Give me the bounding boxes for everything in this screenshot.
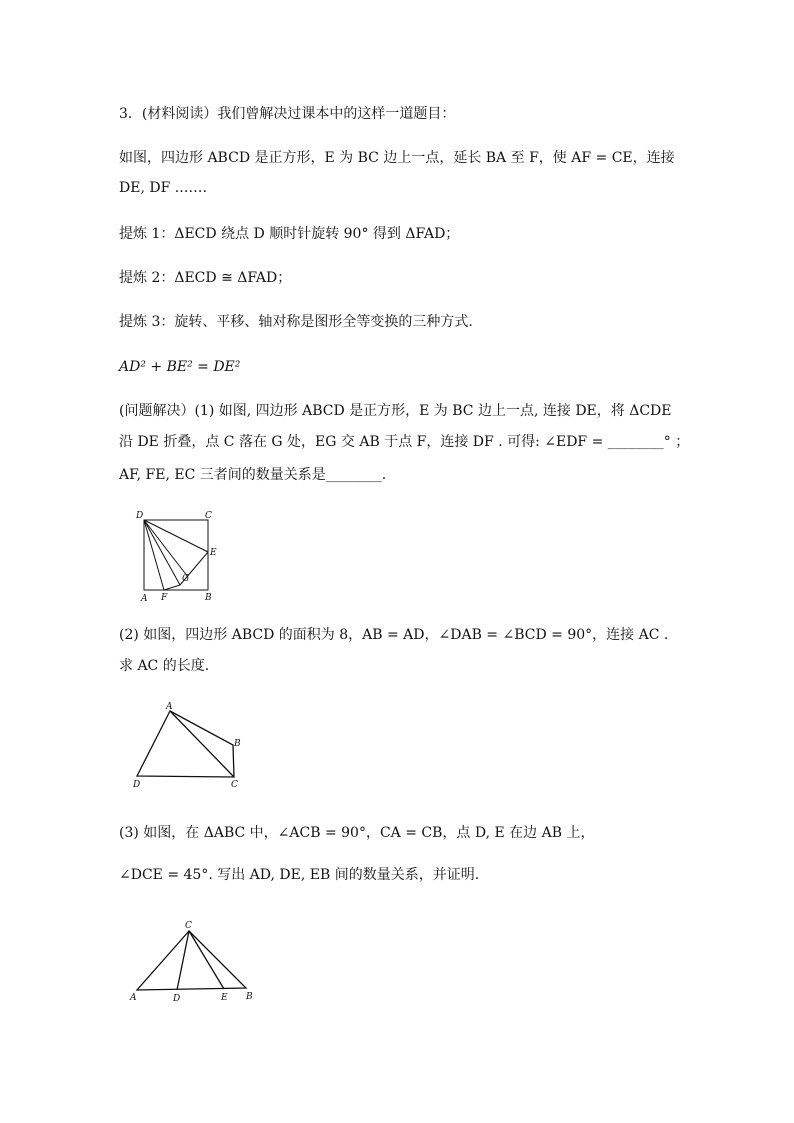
fig1-label-A: A <box>141 594 148 604</box>
question1-line1: (问题解决）(1) 如图, 四边形 ABCD 是正方形，E 为 BC 边上一点, 连接 DE，将 ΔCDE <box>119 403 672 419</box>
fig1-label-B: B <box>205 593 212 603</box>
fig3-label-D: D <box>173 994 181 1004</box>
fig2-label-B: B <box>234 739 241 749</box>
fig1-label-E: E <box>210 548 217 558</box>
fig3-label-E: E <box>221 993 228 1003</box>
question2-line2: 求 AC 的长度. <box>119 658 210 674</box>
figure-triangle <box>124 918 264 1013</box>
question1-line2: 沿 DE 折叠，点 C 落在 G 处，EG 交 AB 于点 F，连接 DF . 可得: ∠EDF = ________° ； <box>119 434 690 450</box>
fig3-label-A: A <box>130 993 137 1003</box>
fig2-label-D: D <box>133 780 141 790</box>
problem-text-line1: 如图，四边形 ABCD 是正方形，E 为 BC 边上一点，延长 BA 至 F，使 AF = CE，连接 <box>119 150 675 166</box>
fig1-label-G: G <box>182 574 190 584</box>
fig1-label-F: F <box>161 593 168 603</box>
question3-line2: ∠DCE = 45°. 写出 AD, DE, EB 间的数量关系，并证明. <box>119 867 480 883</box>
formula: AD² + BE² = DE² <box>119 359 241 375</box>
refine-3: 提炼 3：旋转、平移、轴对称是图形全等变换的三种方式. <box>119 314 473 330</box>
question1-line3: AF, FE, EC 三者间的数量关系是________. <box>119 467 387 483</box>
fig1-label-C: C <box>205 511 212 521</box>
fig3-label-B: B <box>246 992 253 1002</box>
question3-line1: (3) 如图，在 ΔABC 中，∠ACB = 90°，CA = CB，点 D, E 在边 AB 上， <box>119 825 595 841</box>
problem-text-line2: DE, DF .…… <box>119 180 208 196</box>
problem-intro: 3．(材料阅读）我们曾解决过课本中的这样一道题目： <box>119 106 456 122</box>
figure-square-fold <box>130 505 225 605</box>
question2-line1: (2) 如图，四边形 ABCD 的面积为 8，AB = AD，∠DAB = ∠BCD = 90°，连接 AC . <box>119 627 669 643</box>
refine-2: 提炼 2：ΔECD ≅ ΔFAD； <box>119 270 292 286</box>
fig2-label-C: C <box>231 780 238 790</box>
refine-1: 提炼 1：ΔECD 绕点 D 顺时针旋转 90° 得到 ΔFAD； <box>119 226 460 242</box>
fig3-label-C: C <box>185 921 192 931</box>
fig1-label-D: D <box>136 511 144 521</box>
figure-quadrilateral <box>126 700 246 795</box>
fig2-label-A: A <box>166 702 173 712</box>
